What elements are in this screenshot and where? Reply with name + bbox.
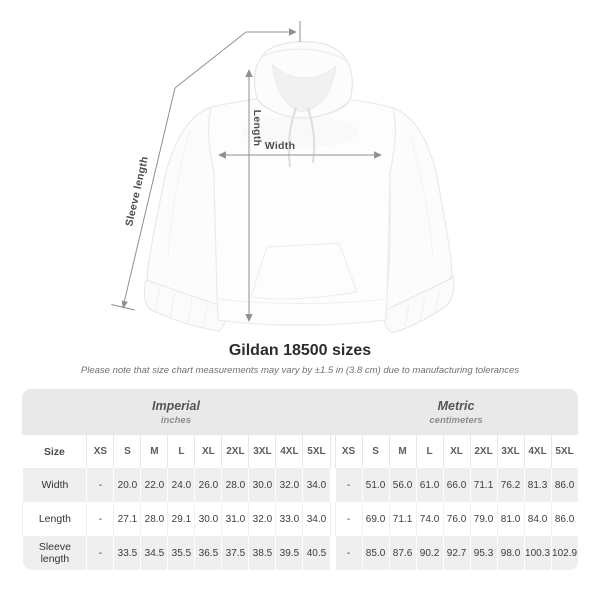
imperial-value-cell: 31.0 (221, 502, 248, 536)
unit-group-header-row (22, 389, 577, 435)
size-col-header: S (113, 435, 140, 468)
row-label-sleeve-length: Sleeve length (22, 536, 86, 570)
size-col-header: 3XL (248, 435, 275, 468)
size-col-header: 5XL (551, 435, 578, 468)
metric-value-cell: 51.0 (362, 468, 389, 502)
imperial-value-cell: - (86, 502, 113, 536)
metric-value-cell: 61.0 (416, 468, 443, 502)
kangaroo-pocket (251, 243, 357, 299)
imperial-value-cell: - (86, 536, 113, 570)
metric-value-cell: 98.0 (497, 536, 524, 570)
size-col-header: 4XL (275, 435, 302, 468)
size-col-header: XS (86, 435, 113, 468)
metric-value-cell: 79.0 (470, 502, 497, 536)
imperial-value-cell: 38.5 (248, 536, 275, 570)
imperial-value-cell: 39.5 (275, 536, 302, 570)
table-row-length (22, 502, 577, 536)
size-col-header: 2XL (470, 435, 497, 468)
size-col-header: L (167, 435, 194, 468)
size-col-header: L (416, 435, 443, 468)
size-col-header: XL (443, 435, 470, 468)
sleeve-length-label: Sleeve length (123, 155, 151, 228)
metric-value-cell: 102.9 (551, 536, 578, 570)
size-col-header: 4XL (524, 435, 551, 468)
metric-value-cell: 81.3 (524, 468, 551, 502)
metric-group-header (335, 389, 578, 435)
imperial-unit-label: inches (160, 414, 192, 426)
size-col-header: 3XL (497, 435, 524, 468)
imperial-value-cell: 22.0 (140, 468, 167, 502)
metric-value-cell: 71.1 (389, 502, 416, 536)
metric-value-cell: 87.6 (389, 536, 416, 570)
imperial-value-cell: 33.5 (113, 536, 140, 570)
tolerance-note: Please note that size chart measurements may vary by ±1.5 in (3.8 cm) due to manufacturing tolerances (80, 365, 520, 376)
table-row-sleeve-length (22, 536, 577, 570)
imperial-value-cell: 32.0 (275, 468, 302, 502)
metric-value-cell: 69.0 (362, 502, 389, 536)
imperial-value-cell: 30.0 (248, 468, 275, 502)
row-label-width: Width (22, 468, 86, 502)
metric-label: Metric (437, 398, 475, 413)
size-chart-table (22, 389, 577, 570)
imperial-group-header (22, 389, 329, 435)
metric-value-cell: - (335, 502, 362, 536)
metric-value-cell: 86.0 (551, 502, 578, 536)
metric-value-cell: 86.0 (551, 468, 578, 502)
metric-value-cell: 100.3 (524, 536, 551, 570)
imperial-value-cell: 28.0 (140, 502, 167, 536)
imperial-value-cell: 37.5 (221, 536, 248, 570)
size-header-label: Size (22, 435, 86, 468)
size-col-header: M (140, 435, 167, 468)
width-label: Width (264, 140, 296, 152)
length-label: Length (251, 109, 263, 147)
metric-value-cell: 81.0 (497, 502, 524, 536)
size-col-header: M (389, 435, 416, 468)
imperial-value-cell: 29.1 (167, 502, 194, 536)
imperial-value-cell: 34.0 (302, 468, 329, 502)
metric-value-cell: 92.7 (443, 536, 470, 570)
imperial-value-cell: 35.5 (167, 536, 194, 570)
imperial-value-cell: 32.0 (248, 502, 275, 536)
imperial-value-cell: 30.0 (194, 502, 221, 536)
metric-value-cell: 95.3 (470, 536, 497, 570)
imperial-value-cell: 28.0 (221, 468, 248, 502)
metric-value-cell: 76.0 (443, 502, 470, 536)
size-col-header: XL (194, 435, 221, 468)
imperial-value-cell: 36.5 (194, 536, 221, 570)
title-block (0, 342, 600, 376)
size-col-header: 5XL (302, 435, 329, 468)
imperial-value-cell: 34.0 (302, 502, 329, 536)
metric-value-cell: 71.1 (470, 468, 497, 502)
imperial-value-cell: 33.0 (275, 502, 302, 536)
metric-value-cell: 74.0 (416, 502, 443, 536)
imperial-value-cell: - (86, 468, 113, 502)
imperial-value-cell: 24.0 (167, 468, 194, 502)
size-col-header: XS (335, 435, 362, 468)
metric-value-cell: 66.0 (443, 468, 470, 502)
metric-unit-label: centimeters (429, 414, 483, 426)
metric-value-cell: - (335, 536, 362, 570)
imperial-value-cell: 40.5 (302, 536, 329, 570)
imperial-value-cell: 20.0 (113, 468, 140, 502)
metric-value-cell: 76.2 (497, 468, 524, 502)
metric-value-cell: 85.0 (362, 536, 389, 570)
hoodie-drawing (144, 42, 453, 333)
size-col-header: S (362, 435, 389, 468)
imperial-label: Imperial (152, 398, 200, 413)
imperial-value-cell: 27.1 (113, 502, 140, 536)
table-row-width (22, 468, 577, 502)
size-header-row (22, 435, 577, 468)
metric-value-cell: - (335, 468, 362, 502)
size-col-header: 2XL (221, 435, 248, 468)
imperial-value-cell: 34.5 (140, 536, 167, 570)
metric-value-cell: 56.0 (389, 468, 416, 502)
imperial-value-cell: 26.0 (194, 468, 221, 502)
row-label-length: Length (22, 502, 86, 536)
page-title: Gildan 18500 sizes (228, 342, 372, 359)
metric-value-cell: 90.2 (416, 536, 443, 570)
metric-value-cell: 84.0 (524, 502, 551, 536)
